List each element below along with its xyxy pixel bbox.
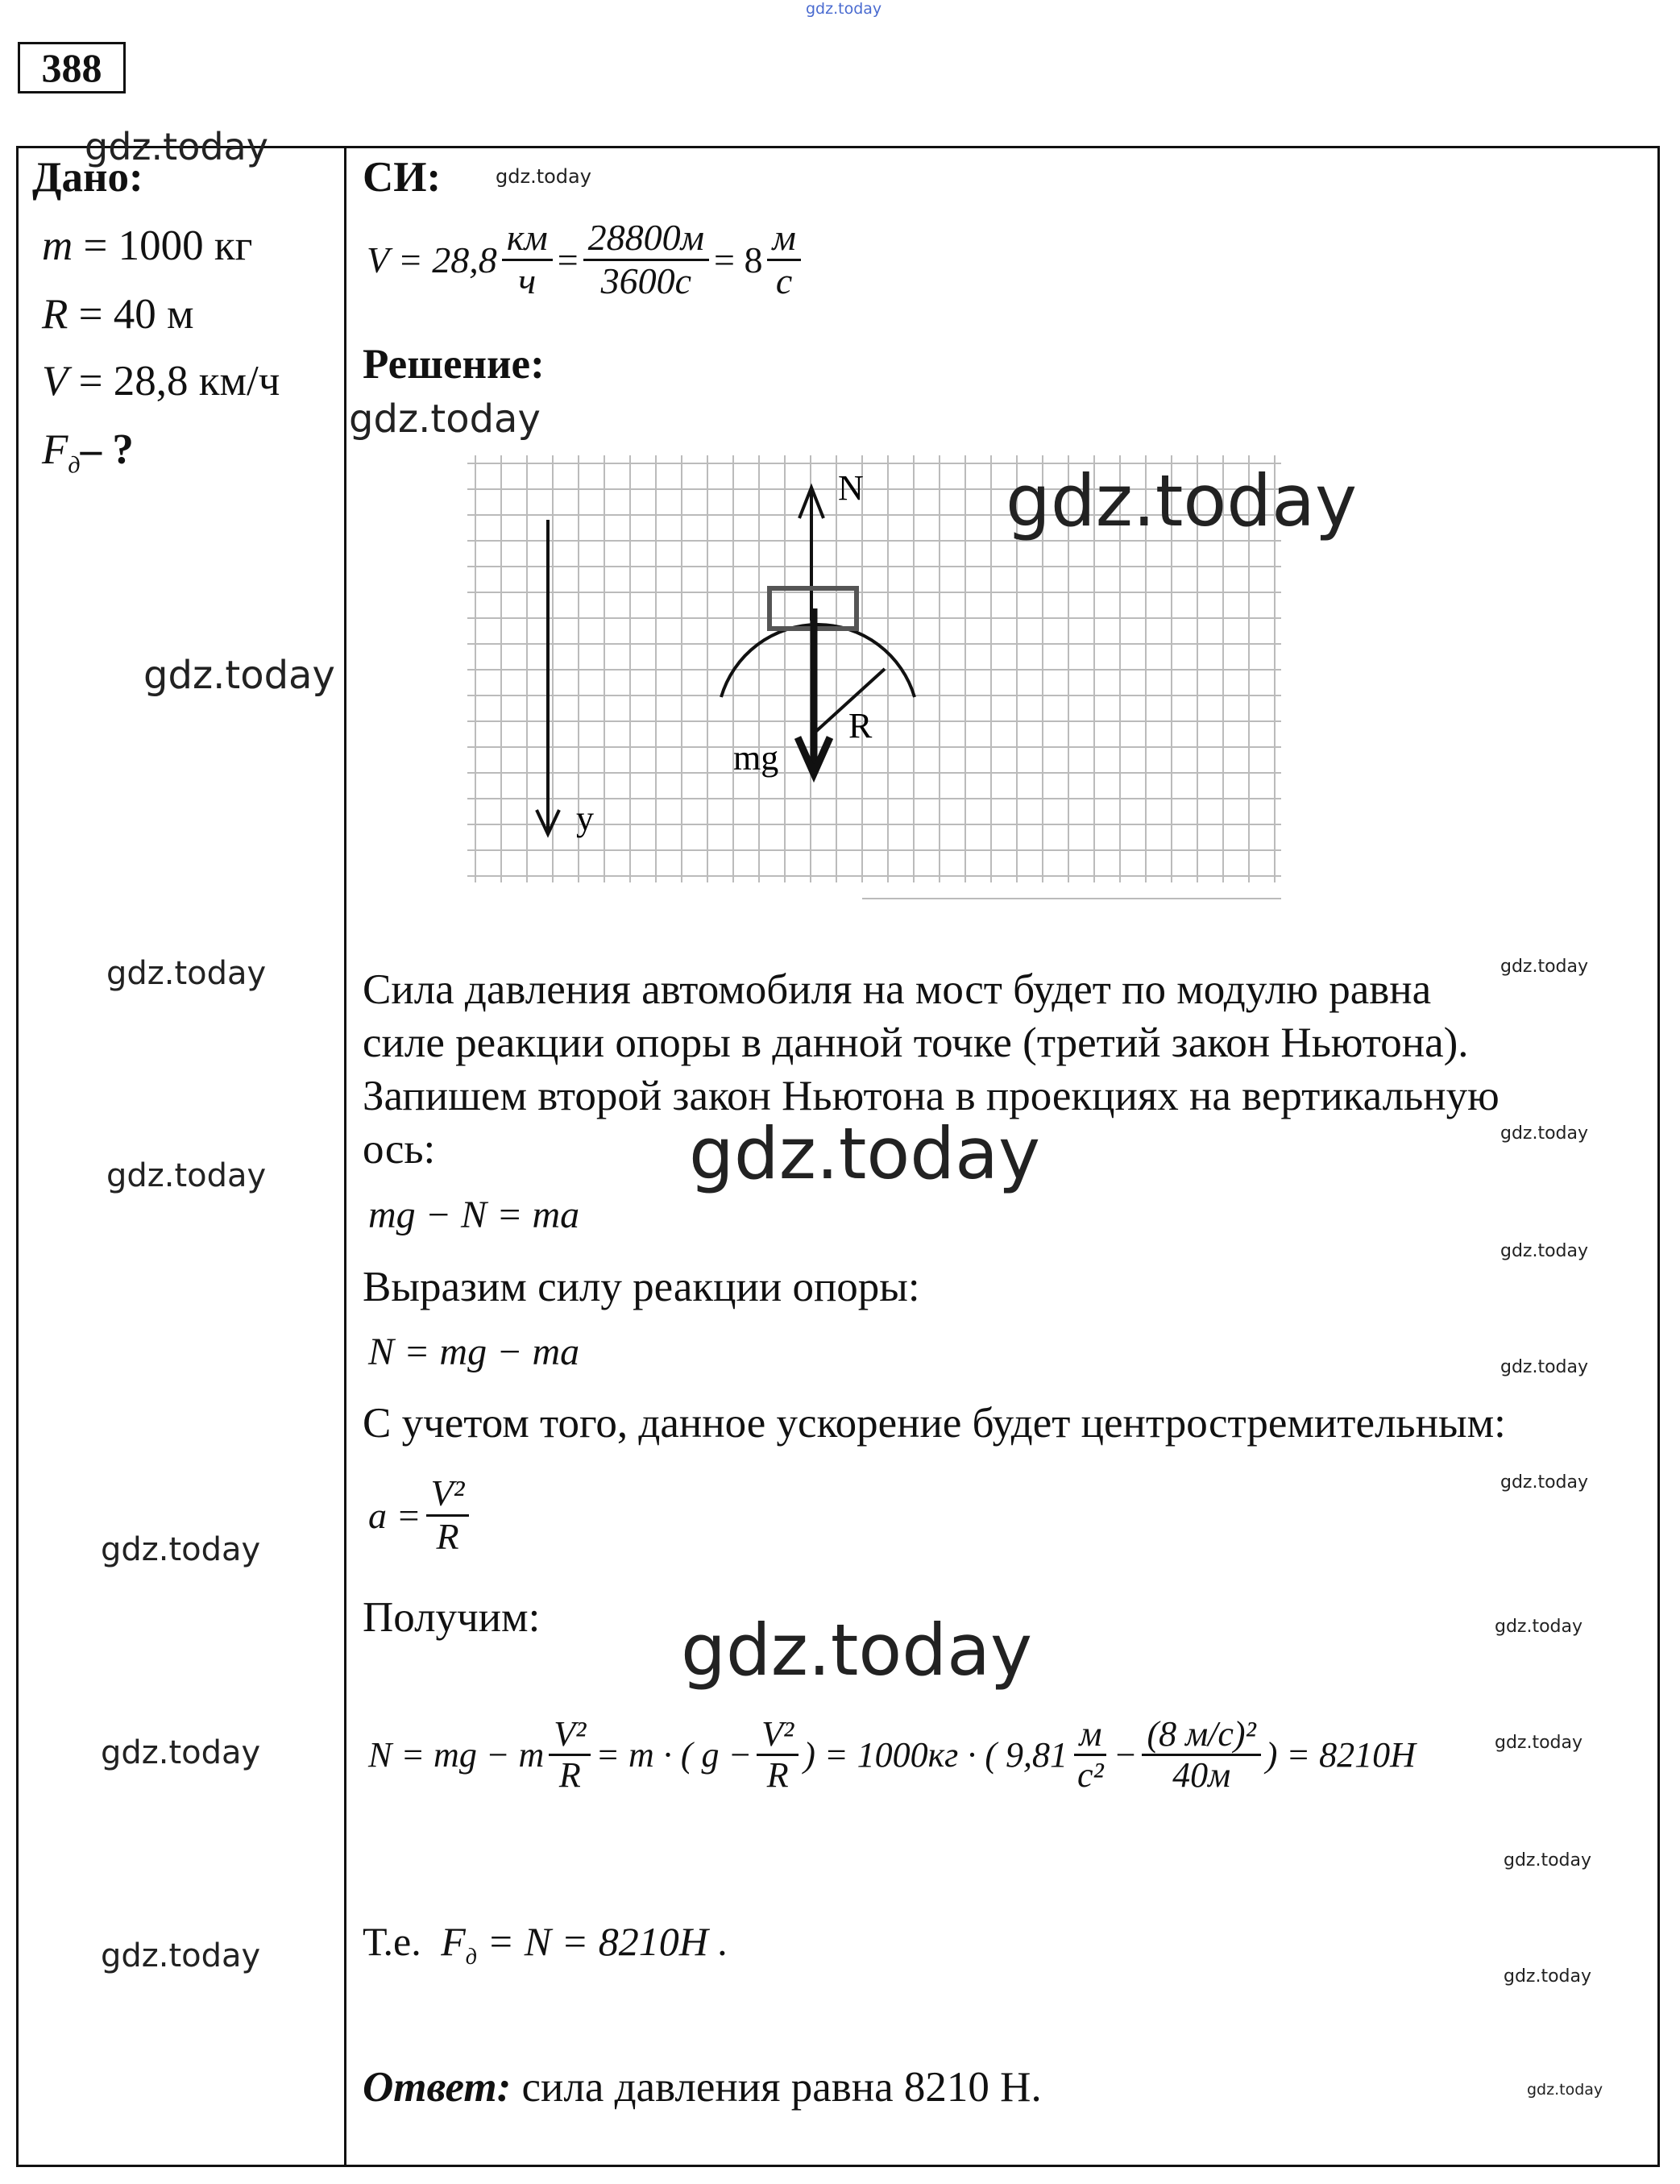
solution-paragraph-5: Выразим силу реакции опоры: [363,1264,920,1310]
watermark: gdz.today [689,1112,1041,1195]
watermark: gdz.today [1500,1241,1589,1261]
watermark: gdz.today [1006,459,1358,542]
solution-title: Решение: [363,341,545,388]
bridge-arc [721,625,915,697]
given-V: V = 28,8 км/ч [42,358,280,405]
equation-normal: N = mg − ma [368,1331,580,1373]
given-F: $F_д-$ ? [42,426,134,479]
therefore-line: Т.е. $F_д = N = 8210Н$ . [363,1919,728,1970]
column-divider [344,146,346,2167]
watermark: gdz.today [1500,957,1589,977]
label-N: N [838,468,864,508]
given-R: R = 40 м [42,291,194,338]
si-conversion: V = 28,8 $\frac{км}{ч}$ = $\frac{28800м}{3600с}$ = 8 $\frac{м}{с}$ [367,218,806,301]
watermark: gdz.today [1504,1966,1592,1987]
watermark: gdz.today [106,1157,267,1194]
watermark: gdz.today [349,397,541,442]
label-R: R [848,706,873,745]
given-m: m = 1000 кг [42,222,253,269]
label-y: y [576,799,594,838]
watermark: gdz.today [1500,1123,1589,1144]
solution-paragraph-1: Сила давления автомобиля на мост будет по модулю равна [363,966,1432,1013]
equation-final: N = mg − m $\frac{\text{V²}}{R}$ = m · ( g − $\frac{\text{V²}}{R}$ ) = 1000кг · ( 9,81 $\frac{м}{\text{с²}}$ − $\frac{\text{(8 м/с)²}}{40м}$ ) = 8210Н [368,1714,1416,1796]
watermark: gdz.today [681,1609,1033,1692]
watermark: gdz.today [1495,1617,1583,1637]
label-mg: mg [733,738,779,778]
solution-paragraph-4: ось: [363,1126,436,1173]
si-title: СИ: [363,154,442,201]
watermark: gdz.today [101,1937,261,1974]
watermark: gdz.today [85,125,268,168]
watermark: gdz.today [101,1734,261,1771]
solution-paragraph-2: силе реакции опоры в данной точке (третий закон Ньютона). [363,1019,1469,1066]
answer-line: Ответ: сила давления равна 8210 Н. [363,2064,1042,2111]
watermark: gdz.today [101,1531,261,1568]
solution-paragraph-3: Запишем второй закон Ньютона в проекциях на вертикальную [363,1073,1500,1119]
solution-paragraph-6: С учетом того, данное ускорение будет центростремительным: [363,1400,1506,1447]
watermark: gdz.today [1504,1850,1592,1871]
watermark: gdz.today [1500,1357,1589,1377]
watermark: gdz.today [1500,1472,1589,1493]
equation-newton: mg − N = ma [368,1194,580,1236]
watermark: gdz.today [496,165,591,188]
equation-centripetal: a = $\frac{\text{V²}}{R}$ [368,1473,474,1557]
watermark: gdz.today [1527,2081,1603,2099]
watermark: gdz.today [1495,1733,1583,1753]
watermark: gdz.today [143,653,335,698]
watermark-top: gdz.today [806,0,882,18]
problem-number: 388 [18,42,126,93]
given-title: Дано: [32,154,143,201]
solution-paragraph-7: Получим: [363,1594,541,1641]
watermark: gdz.today [106,955,267,992]
